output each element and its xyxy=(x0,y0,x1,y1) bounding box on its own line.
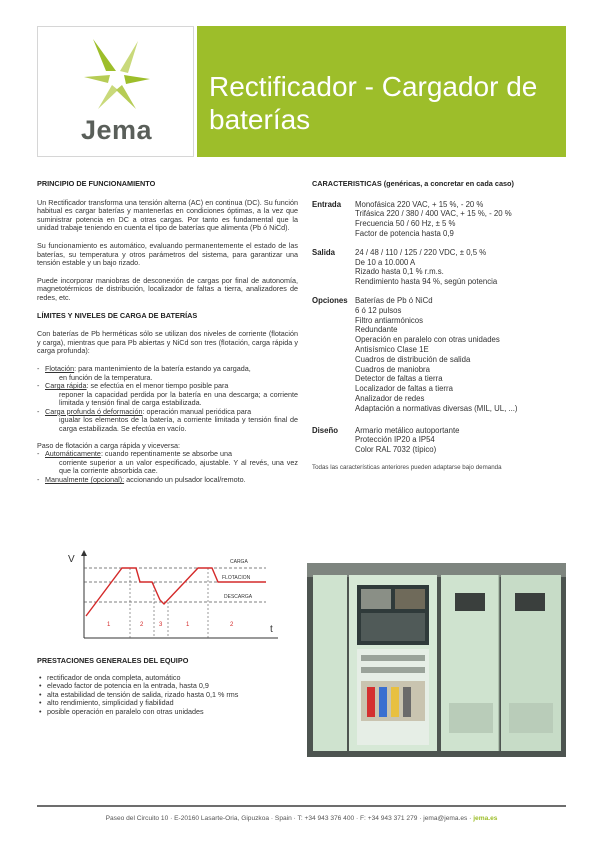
footer-divider xyxy=(37,805,566,807)
list-item: • elevado factor de potencia en la entrada, hasta 0,9 xyxy=(37,682,298,691)
list-item: - Manualmente (opcional): accionando un pulsador local/remoto. xyxy=(37,475,246,485)
product-photo xyxy=(307,563,566,757)
spec-diseno xyxy=(312,426,568,455)
list-item: - Automáticamente: cuando repentinamente se absorbe una corriente superior a un valor especificado, ajustable. Y al revés, una vez que la corriente absorbida cae. xyxy=(37,449,298,476)
prestaciones-list xyxy=(37,674,298,717)
right-column xyxy=(312,180,568,473)
spec-values: Monofásica 220 VAC, + 15 %, - 20 % Trifásica 220 / 380 / 400 VAC, + 15 %, - 20 % Frecuencia 50 / 60 Hz, ± 5 % Factor de potencia hasta 0,9 xyxy=(355,199,512,238)
spec-salida xyxy=(312,248,568,287)
spec-values: Armario metálico autoportante Protección IP20 a IP54 Color RAL 7032 (típico) xyxy=(355,425,460,455)
spec-label: Diseño xyxy=(312,425,338,435)
limites-paragraph: Con baterías de Pb herméticas sólo se utilizan dos niveles de corriente (flotación y carga), mientras que para Pb abiertas y NiCd son tres (flotación, carga rápida y carga profunda): xyxy=(37,329,298,356)
principio-paragraph-3: Puede incorporar maniobras de desconexión de cargas por final de autonomía, magnetotérmicos de distribución, localizador de faltas a tierra, analizadores de redes, etc. xyxy=(37,275,298,302)
y-axis-label: V xyxy=(68,554,75,565)
spec-values: Baterías de Pb ó NiCd 6 ó 12 pulsos Filtro antiarmónicos Redundante Operación en paralelo con otras unidades Antisísmico Clase 1E Cuadros de distribución de salida Cuadros de maniobra Detector de faltas a tierra Localizador de faltas a tierra Analizador de redes Adaptación a normativas diversas (MIL, UL, ...) xyxy=(355,295,518,413)
zone-label: 2 xyxy=(230,622,234,628)
limites-heading: LÍMITES Y NIVELES DE CARGA DE BATERÍAS xyxy=(37,310,198,320)
principio-paragraph-2: Su funcionamiento es automático, evaluando permanentemente el estado de las baterías, su temperatura y otros parámetros del sistema, para garantizar una tensión estable y un bajo rizado. xyxy=(37,240,298,268)
footer-address: Paseo del Circuito 10 · E-20160 Lasarte-Oria, Gipuzkoa · Spain · T: +34 943 376 400 · F: +34 943 371 279 · jema@jema.es · xyxy=(105,815,474,822)
list-item: - Carga profunda ó deformación: operación manual periódica para igualar los elementos de la batería, a corriente limitada y tensión final de carga estabilizada. Se efectúa en vacío. xyxy=(37,406,298,434)
level-label-carga: CARGA xyxy=(230,559,248,565)
footer-contact xyxy=(37,815,566,822)
company-logo xyxy=(37,26,194,157)
list-item: • alta estabilidad de tensión de salida, rizado hasta 0,1 % rms xyxy=(37,691,298,700)
spec-opciones xyxy=(312,296,568,414)
caracteristicas-heading: CARACTERISTICAS (genéricas, a concretar en cada caso) xyxy=(312,179,514,188)
specs-footnote: Todas las características anteriores pueden adaptarse bajo demanda xyxy=(312,463,502,471)
principio-paragraph-1: Un Rectificador transforma una tensión alterna (AC) en continua (DC). Su función habitual es cargar baterías y mantenerlas en condiciones óptimas, a la vez que suministrar potencia en DC a otras cargas. Por tanto es fundamental que la unidad trabaje teniendo en cuenta el tipo de baterías que alimenta (Pb ó NiCd). xyxy=(37,197,298,233)
zone-label: 3 xyxy=(159,622,163,628)
list-item: • rectificador de onda completa, automático xyxy=(37,674,298,683)
charge-curve-diagram xyxy=(60,548,282,644)
x-axis-label: t xyxy=(270,624,273,635)
footer-website-link[interactable]: jema.es xyxy=(473,815,498,822)
list-item: - Flotación: para mantenimiento de la batería estando ya cargada, en función de la temperatura. xyxy=(37,363,251,382)
level-label-flotacion: FLOTACION xyxy=(222,575,251,581)
principio-heading: PRINCIPIO DE FUNCIONAMIENTO xyxy=(37,179,156,188)
transition-modes-list xyxy=(37,450,298,484)
level-label-descarga: DESCARGA xyxy=(224,594,253,600)
logo-wordmark: Jema xyxy=(80,115,153,145)
zone-label: 1 xyxy=(107,622,111,628)
spec-label: Entrada xyxy=(312,199,342,209)
page-title: Rectificador - Cargador de baterías xyxy=(209,71,538,135)
list-item: • alto rendimiento, simplicidad y fiabilidad xyxy=(37,699,298,708)
list-item: - Carga rápida: se efectúa en el menor tiempo posible para reponer la capacidad perdida por la batería en una descarga; a corriente limitada y tensión final de carga estabilizada. xyxy=(37,381,298,408)
charge-levels-list xyxy=(37,365,298,434)
zone-label: 1 xyxy=(186,622,190,628)
list-item: • posible operación en paralelo con otras unidades xyxy=(37,708,298,717)
spec-label: Salida xyxy=(312,247,335,257)
left-column xyxy=(37,180,298,493)
title-banner xyxy=(197,26,566,157)
prestaciones-heading: PRESTACIONES GENERALES DEL EQUIPO xyxy=(37,656,189,665)
y-axis-arrow-icon xyxy=(81,550,87,556)
spec-label: Opciones xyxy=(312,295,348,305)
paso-intro: Paso de flotación a carga rápida y viceversa: xyxy=(37,440,181,450)
spec-entrada xyxy=(312,200,568,239)
spec-values: 24 / 48 / 110 / 125 / 220 VDC, ± 0,5 % De 10 a 10.000 A Rizado hasta 0,1 % r.m.s. Rendimiento hasta 94 %, según potencia xyxy=(355,247,498,287)
zone-label: 2 xyxy=(140,622,144,628)
prestaciones-section xyxy=(37,657,298,717)
